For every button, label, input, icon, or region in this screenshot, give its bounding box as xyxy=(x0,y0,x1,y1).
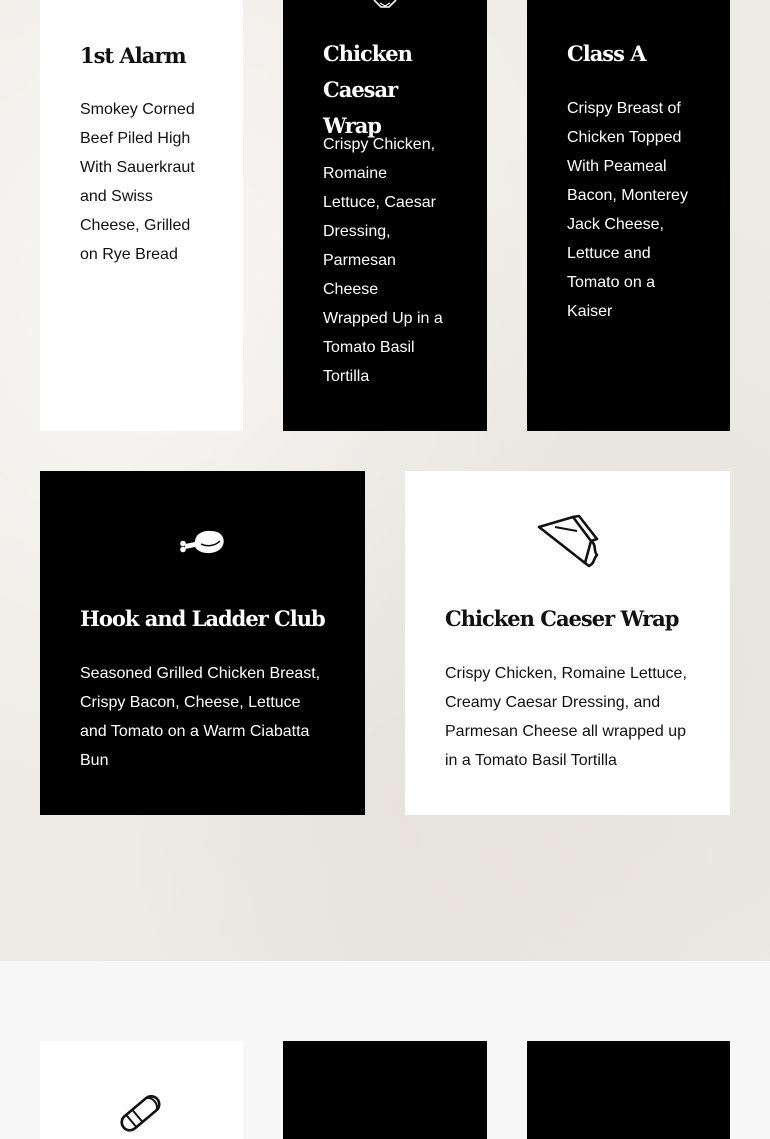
menu-card-description: Crispy Chicken, Romaine Lettuce, Caesar Dressing, Parmesan Cheese Wrapped Up in a Tomato Basil Tortilla xyxy=(323,136,443,385)
sandwich-icon xyxy=(371,0,399,10)
menu-card-hook-and-ladder-club[interactable] xyxy=(40,471,365,815)
menu-card-description: Crispy Breast of Chicken Topped With Peameal Bacon, Monterey Jack Cheese, Lettuce and Tomato on a Kaiser xyxy=(567,100,688,320)
menu-card-class-a[interactable] xyxy=(527,0,730,431)
sandwich-icon xyxy=(535,513,599,569)
burrito-icon xyxy=(116,1089,168,1135)
menu-card-chicken-caesar-wrap[interactable] xyxy=(283,0,487,431)
menu-card-title: Chicken Caesar Wrap xyxy=(323,41,412,138)
menu-card-chicken-caeser-wrap[interactable] xyxy=(405,471,730,815)
menu-card-title: Hook and Ladder Club xyxy=(80,606,325,631)
menu-card-1st-alarm[interactable] xyxy=(40,0,243,431)
menu-card-title: 1st Alarm xyxy=(80,43,186,68)
menu-card-description: Crispy Chicken, Romaine Lettuce, Creamy Caesar Dressing, and Parmesan Cheese all wrapped up in a Tomato Basil Tortilla xyxy=(445,665,687,769)
menu-card-row3-middle[interactable] xyxy=(283,1041,487,1139)
menu-card-title: Class A xyxy=(567,41,646,66)
menu-card-title: Chicken Caeser Wrap xyxy=(445,606,679,631)
menu-card-burrito[interactable] xyxy=(40,1041,243,1139)
menu-card-description: Seasoned Grilled Chicken Breast, Crispy Bacon, Cheese, Lettuce and Tomato on a Warm Ciabatta Bun xyxy=(80,665,321,769)
menu-card-row3-right[interactable] xyxy=(527,1041,730,1139)
chicken-leg-icon xyxy=(179,527,227,557)
menu-card-description: Smokey Corned Beef Piled High With Sauerkraut and Swiss Cheese, Grilled on Rye Bread xyxy=(80,101,195,263)
